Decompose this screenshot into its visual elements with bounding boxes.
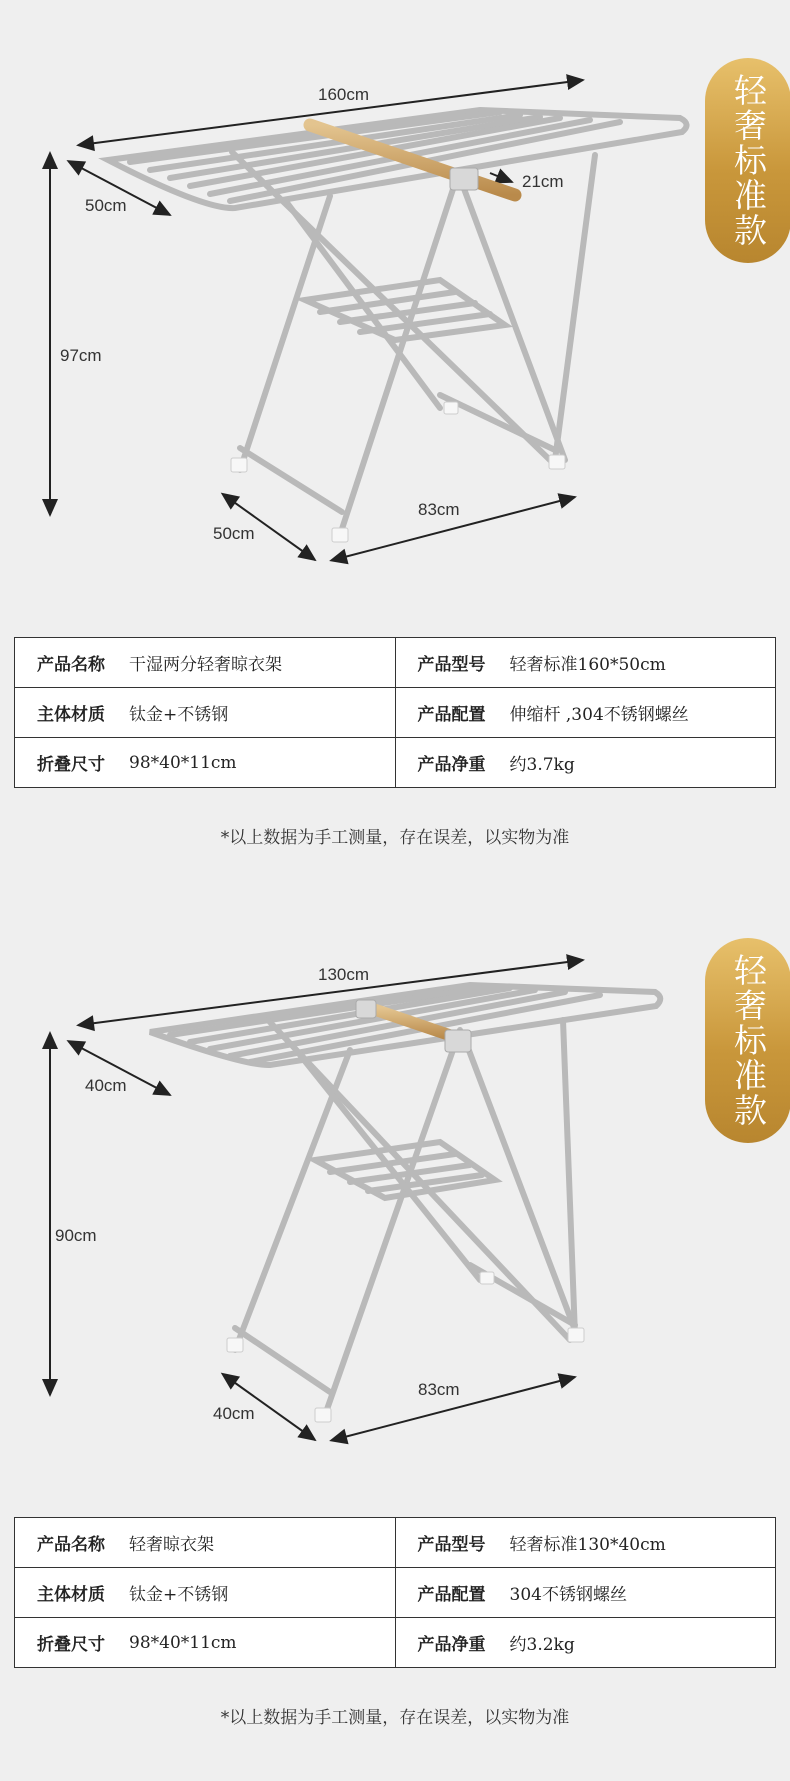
spec-key: 产品配置 [395, 688, 500, 738]
spec-key: 产品名称 [15, 638, 120, 688]
measurement-note: *以上数据为手工测量，存在误差，以实物为准 [220, 1708, 570, 1728]
badge-label: 轻奢标准款 [729, 73, 768, 248]
product-section-130 [0, 880, 790, 1760]
rack-frame [108, 110, 687, 535]
table-row [15, 1618, 776, 1668]
spec-table [14, 637, 776, 788]
dim-length: 130cm [318, 965, 370, 984]
product-section-160 [0, 0, 790, 880]
dim-height: 90cm [55, 1226, 97, 1245]
spec-key: 产品配置 [395, 1568, 500, 1618]
spec-value: 干湿两分轻奢晾衣架 [119, 638, 395, 688]
spec-key: 产品净重 [395, 738, 500, 788]
spec-key: 折叠尺寸 [15, 1618, 120, 1668]
spec-value: 轻奢晾衣架 [119, 1518, 395, 1568]
table-row [15, 1568, 776, 1618]
dim-base-length: 83cm [418, 1380, 460, 1399]
table-row [15, 638, 776, 688]
spec-value: 98*40*11cm [119, 1618, 395, 1668]
dim-rod: 21cm [522, 172, 564, 191]
dim-width-base: 50cm [213, 524, 255, 543]
table-row [15, 738, 776, 788]
spec-value: 钛金+不锈钢 [119, 688, 395, 738]
spec-table [14, 1517, 776, 1668]
dim-length: 160cm [318, 85, 370, 104]
measurement-note: *以上数据为手工测量，存在误差，以实物为准 [220, 828, 570, 848]
dim-height: 97cm [60, 346, 102, 365]
table-row [15, 1518, 776, 1568]
spec-key: 折叠尺寸 [15, 738, 120, 788]
spec-value: 轻奢标准160*50cm [500, 638, 776, 688]
spec-key: 产品型号 [395, 1518, 500, 1568]
dim-width-top: 40cm [85, 1076, 127, 1095]
spec-key: 主体材质 [15, 688, 120, 738]
spec-key: 主体材质 [15, 1568, 120, 1618]
spec-key: 产品型号 [395, 638, 500, 688]
spec-value: 轻奢标准130*40cm [500, 1518, 776, 1568]
dim-width-top: 50cm [85, 196, 127, 215]
spec-value: 约3.7kg [500, 738, 776, 788]
spec-value: 约3.2kg [500, 1618, 776, 1668]
model-badge [705, 938, 790, 1143]
dim-base-length: 83cm [418, 500, 460, 519]
spec-value: 98*40*11cm [119, 738, 395, 788]
spec-key: 产品净重 [395, 1618, 500, 1668]
spec-value: 钛金+不锈钢 [119, 1568, 395, 1618]
dim-width-base: 40cm [213, 1404, 255, 1423]
spec-key: 产品名称 [15, 1518, 120, 1568]
spec-value: 伸缩杆 ,304不锈钢螺丝 [500, 688, 776, 738]
badge-label: 轻奢标准款 [729, 953, 768, 1128]
table-row [15, 688, 776, 738]
model-badge [705, 58, 790, 263]
spec-value: 304不锈钢螺丝 [500, 1568, 776, 1618]
